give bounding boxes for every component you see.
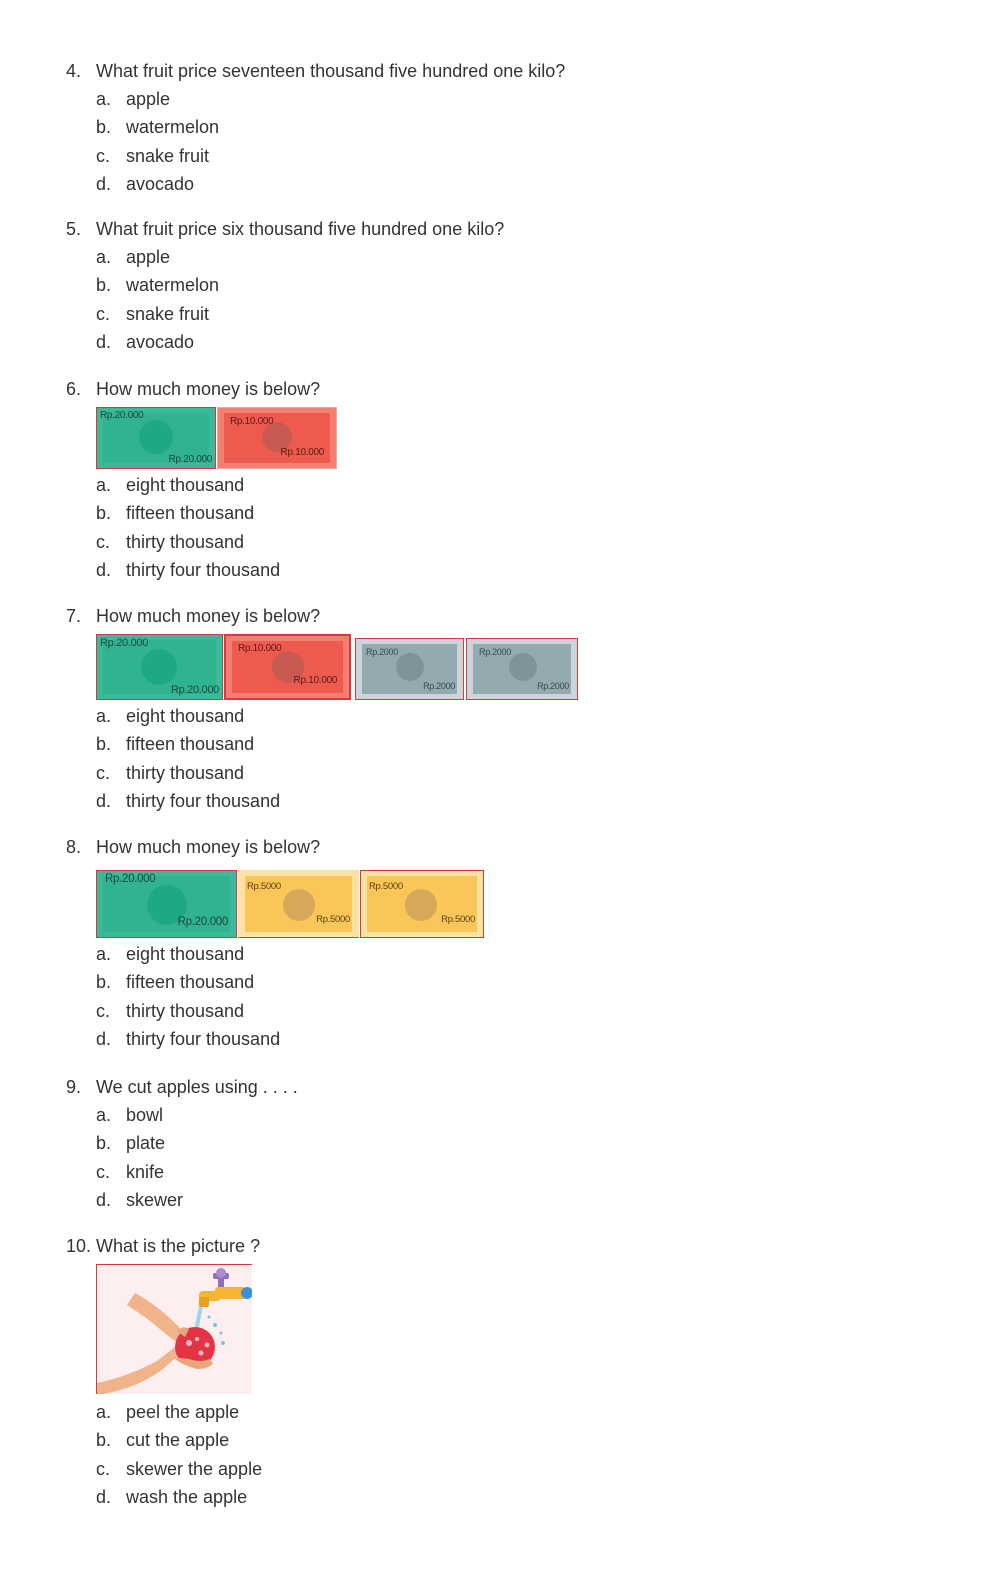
option-a[interactable] (96, 1398, 966, 1426)
question-text: How much money is below? (96, 379, 321, 399)
option-text: avocado (126, 331, 195, 352)
option-d[interactable] (96, 328, 966, 356)
option-c[interactable] (96, 528, 966, 556)
option-text: snake fruit (126, 145, 210, 166)
option-letter: c. (96, 531, 111, 552)
options-list (96, 471, 966, 584)
banknote-label-bottom: Rp.20.000 (168, 454, 212, 465)
option-letter: b. (96, 503, 112, 524)
option-letter: a. (96, 1402, 112, 1422)
question-9 (66, 1073, 966, 1214)
question-stem (66, 215, 966, 243)
option-text: thirty thousand (126, 531, 245, 552)
option-text: thirty four thousand (126, 1028, 281, 1049)
option-c[interactable] (96, 1455, 966, 1483)
option-text: wash the apple (126, 1486, 248, 1507)
option-text: thirty thousand (126, 1000, 245, 1021)
option-b[interactable] (96, 1426, 966, 1454)
option-b[interactable] (96, 730, 966, 758)
question-number: 7. (66, 606, 82, 626)
option-letter: d. (96, 1486, 112, 1507)
question-stem (66, 602, 966, 630)
option-text: snake fruit (126, 303, 210, 324)
options-list (96, 243, 966, 356)
option-text: plate (126, 1133, 166, 1154)
question-7 (66, 602, 966, 815)
option-letter: c. (96, 762, 111, 783)
option-d[interactable] (96, 787, 966, 815)
option-a[interactable] (96, 243, 966, 271)
option-letter: c. (96, 303, 111, 324)
banknote-label-bottom: Rp.2000 (537, 681, 569, 691)
question-number: 8. (66, 837, 82, 857)
option-c[interactable] (96, 142, 966, 170)
banknote-10000 (224, 634, 351, 700)
option-letter: c. (96, 1458, 111, 1479)
banknote-group (96, 407, 966, 469)
question-number: 9. (66, 1077, 82, 1097)
question-text: What fruit price six thousand five hundred one kilo? (96, 219, 505, 239)
question-number: 10. (66, 1236, 92, 1256)
option-text: skewer the apple (126, 1458, 263, 1479)
question-stem (66, 375, 966, 403)
option-c[interactable] (96, 1158, 966, 1186)
option-text: thirty four thousand (126, 790, 281, 811)
banknote-watermark (405, 889, 437, 921)
banknote-label-top: Rp.10.000 (230, 416, 274, 427)
banknote-label-bottom: Rp.10.000 (280, 447, 324, 458)
question-4 (66, 57, 966, 198)
option-b[interactable] (96, 271, 966, 299)
option-d[interactable] (96, 1186, 966, 1214)
banknote-group (96, 634, 966, 700)
option-text: knife (126, 1161, 165, 1182)
option-text: eight thousand (126, 475, 245, 495)
banknote-label-top: Rp.5000 (369, 881, 403, 892)
banknote-label-bottom: Rp.5000 (441, 914, 475, 925)
banknote-5000 (238, 870, 359, 938)
option-letter: a. (96, 89, 112, 109)
option-text: eight thousand (126, 706, 245, 726)
option-letter: d. (96, 173, 112, 194)
question-6 (66, 375, 966, 584)
banknote-label-bottom: Rp.2000 (423, 681, 455, 691)
banknote-label-top: Rp.2000 (366, 647, 398, 657)
option-text: eight thousand (126, 944, 245, 964)
option-text: fifteen thousand (126, 503, 255, 524)
option-text: watermelon (126, 117, 220, 138)
question-stem (66, 833, 966, 861)
question-5 (66, 215, 966, 356)
option-b[interactable] (96, 113, 966, 141)
option-letter: a. (96, 475, 112, 495)
options-list (96, 1101, 966, 1214)
option-d[interactable] (96, 1025, 966, 1053)
option-letter: a. (96, 1105, 112, 1125)
question-number: 5. (66, 219, 82, 239)
option-text: bowl (126, 1105, 164, 1125)
option-a[interactable] (96, 1101, 966, 1129)
option-letter: c. (96, 1161, 111, 1182)
option-letter: a. (96, 944, 112, 964)
banknote-group (96, 870, 966, 938)
option-text: cut the apple (126, 1430, 230, 1451)
option-c[interactable] (96, 759, 966, 787)
option-d[interactable] (96, 170, 966, 198)
question-stem (66, 1232, 966, 1260)
banknote-label-top: Rp.10.000 (238, 643, 282, 654)
option-letter: a. (96, 706, 112, 726)
option-b[interactable] (96, 499, 966, 527)
question-text: How much money is below? (96, 606, 321, 626)
question-10 (66, 1232, 966, 1511)
option-text: thirty four thousand (126, 559, 281, 580)
option-letter: d. (96, 790, 112, 811)
options-list (96, 85, 966, 198)
option-letter: c. (96, 145, 111, 166)
banknote-label-bottom: Rp.20.000 (177, 916, 228, 928)
option-letter: d. (96, 1028, 112, 1049)
banknote-2000 (355, 638, 464, 700)
option-letter: b. (96, 117, 112, 138)
options-list (96, 1398, 966, 1511)
options-list (96, 702, 966, 815)
banknote-watermark (396, 653, 424, 681)
banknote-20000 (96, 634, 223, 700)
option-letter: c. (96, 1000, 111, 1021)
banknote-label-top: Rp.20.000 (100, 637, 149, 649)
banknote-label-bottom: Rp.20.000 (170, 684, 219, 696)
banknote-5000 (360, 870, 484, 938)
option-letter: b. (96, 1133, 112, 1154)
banknote-20000 (96, 407, 216, 469)
banknote-10000 (217, 407, 337, 469)
option-letter: d. (96, 1189, 112, 1210)
option-letter: b. (96, 972, 112, 993)
option-letter: b. (96, 1430, 112, 1451)
option-letter: b. (96, 275, 112, 296)
option-text: fifteen thousand (126, 734, 255, 755)
option-text: watermelon (126, 275, 220, 296)
banknote-label-bottom: Rp.10.000 (293, 675, 337, 686)
option-c[interactable] (96, 300, 966, 328)
options-list (96, 940, 966, 1053)
question-number: 6. (66, 379, 82, 399)
banknote-20000 (96, 870, 237, 938)
banknote-watermark (509, 653, 537, 681)
question-stem (66, 1073, 966, 1101)
option-text: thirty thousand (126, 762, 245, 783)
banknote-label-top: Rp.2000 (479, 647, 511, 657)
option-d[interactable] (96, 1483, 966, 1511)
banknote-watermark (283, 889, 315, 921)
question-text: What fruit price seventeen thousand five hundred one kilo? (96, 61, 566, 81)
option-c[interactable] (96, 997, 966, 1025)
banknote-watermark (141, 649, 177, 685)
banknote-watermark (139, 420, 173, 454)
hands-washing-apple-illustration (97, 1265, 252, 1394)
option-b[interactable] (96, 1129, 966, 1157)
option-text: peel the apple (126, 1402, 240, 1422)
question-stem (66, 57, 966, 85)
option-a[interactable] (96, 940, 966, 968)
option-letter: d. (96, 559, 112, 580)
washing-apple-picture (96, 1264, 252, 1394)
option-a[interactable] (96, 471, 966, 499)
option-a[interactable] (96, 702, 966, 730)
option-letter: d. (96, 331, 112, 352)
option-text: skewer (126, 1189, 184, 1210)
question-text: What is the picture ? (96, 1236, 261, 1256)
option-text: apple (126, 247, 171, 267)
option-text: apple (126, 89, 171, 109)
option-b[interactable] (96, 968, 966, 996)
banknote-label-bottom: Rp.5000 (316, 914, 350, 925)
banknote-label-top: Rp.20.000 (100, 410, 144, 421)
banknote-2000 (466, 638, 578, 700)
question-text: How much money is below? (96, 837, 321, 857)
option-text: avocado (126, 173, 195, 194)
banknote-label-top: Rp.5000 (247, 881, 281, 892)
option-letter: a. (96, 247, 112, 267)
question-8 (66, 833, 966, 1053)
option-letter: b. (96, 734, 112, 755)
option-d[interactable] (96, 556, 966, 584)
option-text: fifteen thousand (126, 972, 255, 993)
banknote-label-top: Rp.20.000 (105, 873, 156, 885)
question-number: 4. (66, 61, 82, 81)
option-a[interactable] (96, 85, 966, 113)
question-text: We cut apples using . . . . (96, 1077, 298, 1097)
